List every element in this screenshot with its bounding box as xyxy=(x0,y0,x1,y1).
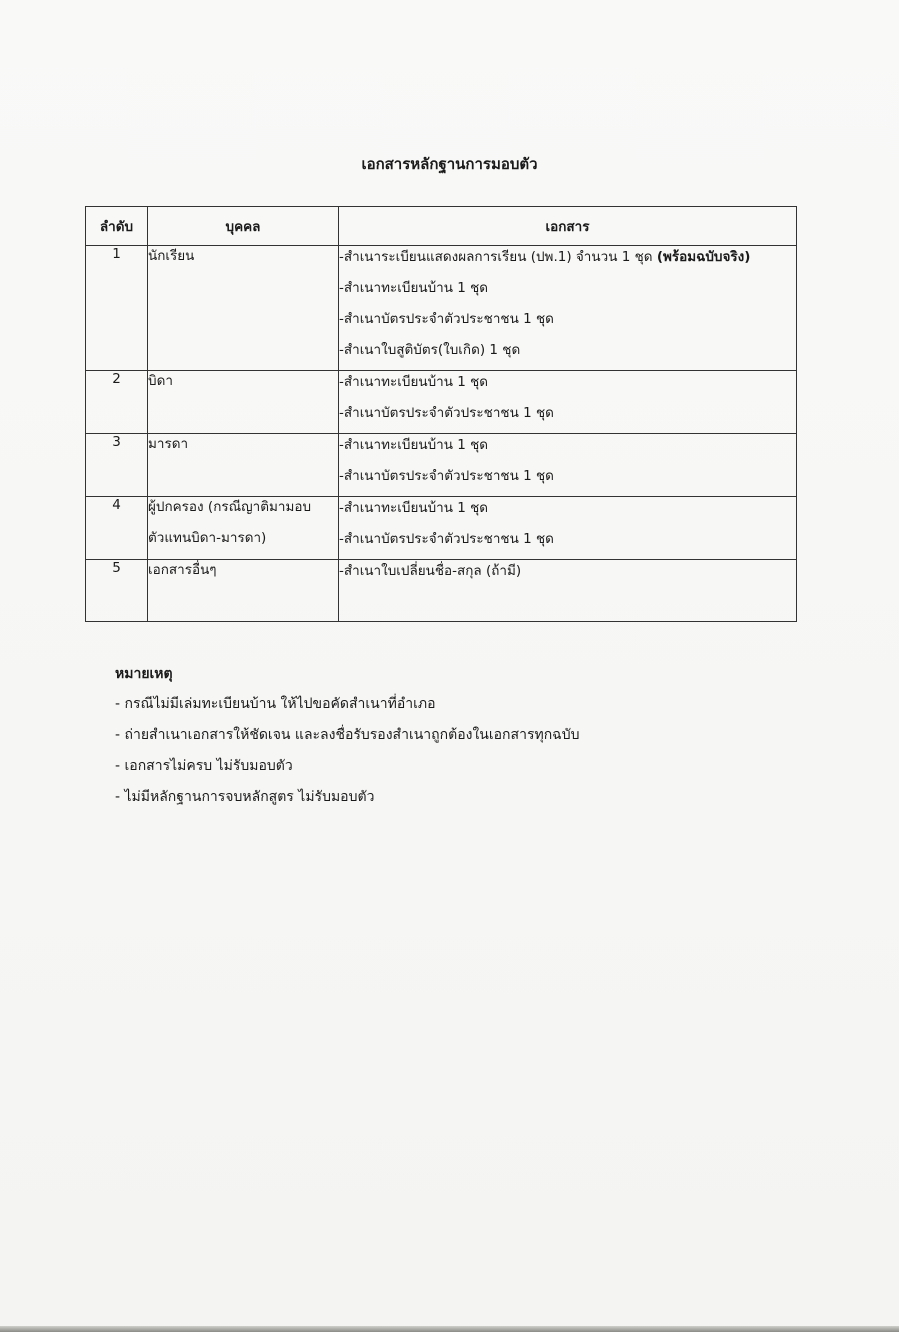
table-row xyxy=(86,434,797,497)
page-bottom-edge xyxy=(0,1326,899,1332)
table-header-row xyxy=(86,207,797,246)
notes-section xyxy=(115,663,579,817)
table-row xyxy=(86,560,797,622)
notes-heading: หมายเหตุ xyxy=(115,666,173,682)
documents-table xyxy=(85,206,797,622)
document-item: -สำเนาบัตรประจำตัวประชาชน 1 ชุด xyxy=(339,405,554,421)
header-person: บุคคล xyxy=(148,207,339,246)
document-item: -สำเนาบัตรประจำตัวประชาชน 1 ชุด xyxy=(339,311,554,327)
row-documents xyxy=(339,371,797,434)
row-person xyxy=(148,560,339,622)
row-order: 3 xyxy=(86,434,148,497)
document-item: -สำเนาบัตรประจำตัวประชาชน 1 ชุด xyxy=(339,468,554,484)
table-row xyxy=(86,246,797,371)
person-line: ตัวแทนบิดา-มารดา) xyxy=(148,530,267,546)
table-row xyxy=(86,497,797,560)
row-documents xyxy=(339,434,797,497)
note-item: - เอกสารไม่ครบ ไม่รับมอบตัว xyxy=(115,758,293,774)
header-documents: เอกสาร xyxy=(339,207,797,246)
row-order: 2 xyxy=(86,371,148,434)
row-person xyxy=(148,246,339,371)
row-person xyxy=(148,434,339,497)
row-person xyxy=(148,497,339,560)
note-item: - ถ่ายสำเนาเอกสารให้ชัดเจน และลงชื่อรับรองสำเนาถูกต้องในเอกสารทุกฉบับ xyxy=(115,727,580,743)
header-order: ลำดับ xyxy=(86,207,148,246)
document-item: -สำเนาใบสูติบัตร(ใบเกิด) 1 ชุด xyxy=(339,342,521,358)
note-item: - กรณีไม่มีเล่มทะเบียนบ้าน ให้ไปขอคัดสำเนาที่อำเภอ xyxy=(115,696,436,712)
document-item-text: -สำเนาระเบียนแสดงผลการเรียน (ปพ.1) จำนวน 1 ชุด xyxy=(339,249,653,265)
row-order: 1 xyxy=(86,246,148,371)
person-line: ผู้ปกครอง (กรณีญาติมามอบ xyxy=(148,499,312,515)
person-line: นักเรียน xyxy=(148,248,195,264)
note-item: - ไม่มีหลักฐานการจบหลักสูตร ไม่รับมอบตัว xyxy=(115,789,375,805)
row-person xyxy=(148,371,339,434)
document-item: -สำเนาทะเบียนบ้าน 1 ชุด xyxy=(339,500,489,516)
row-documents xyxy=(339,560,797,622)
document-item: -สำเนาบัตรประจำตัวประชาชน 1 ชุด xyxy=(339,531,554,547)
person-line: มารดา xyxy=(148,436,189,452)
document-item-emphasis: (พร้อมฉบับจริง) xyxy=(656,249,751,265)
document-item: -สำเนาใบเปลี่ยนชื่อ-สกุล (ถ้ามี) xyxy=(339,563,522,579)
document-item xyxy=(339,246,796,277)
document-item: -สำเนาทะเบียนบ้าน 1 ชุด xyxy=(339,280,489,296)
row-documents xyxy=(339,497,797,560)
document-item: -สำเนาทะเบียนบ้าน 1 ชุด xyxy=(339,374,489,390)
person-line: บิดา xyxy=(148,373,173,389)
table-row xyxy=(86,371,797,434)
row-order: 4 xyxy=(86,497,148,560)
document-item: -สำเนาทะเบียนบ้าน 1 ชุด xyxy=(339,437,489,453)
row-documents xyxy=(339,246,797,371)
row-order: 5 xyxy=(86,560,148,622)
document-title: เอกสารหลักฐานการมอบตัว xyxy=(361,155,538,173)
person-line: เอกสารอื่นๆ xyxy=(148,562,217,578)
